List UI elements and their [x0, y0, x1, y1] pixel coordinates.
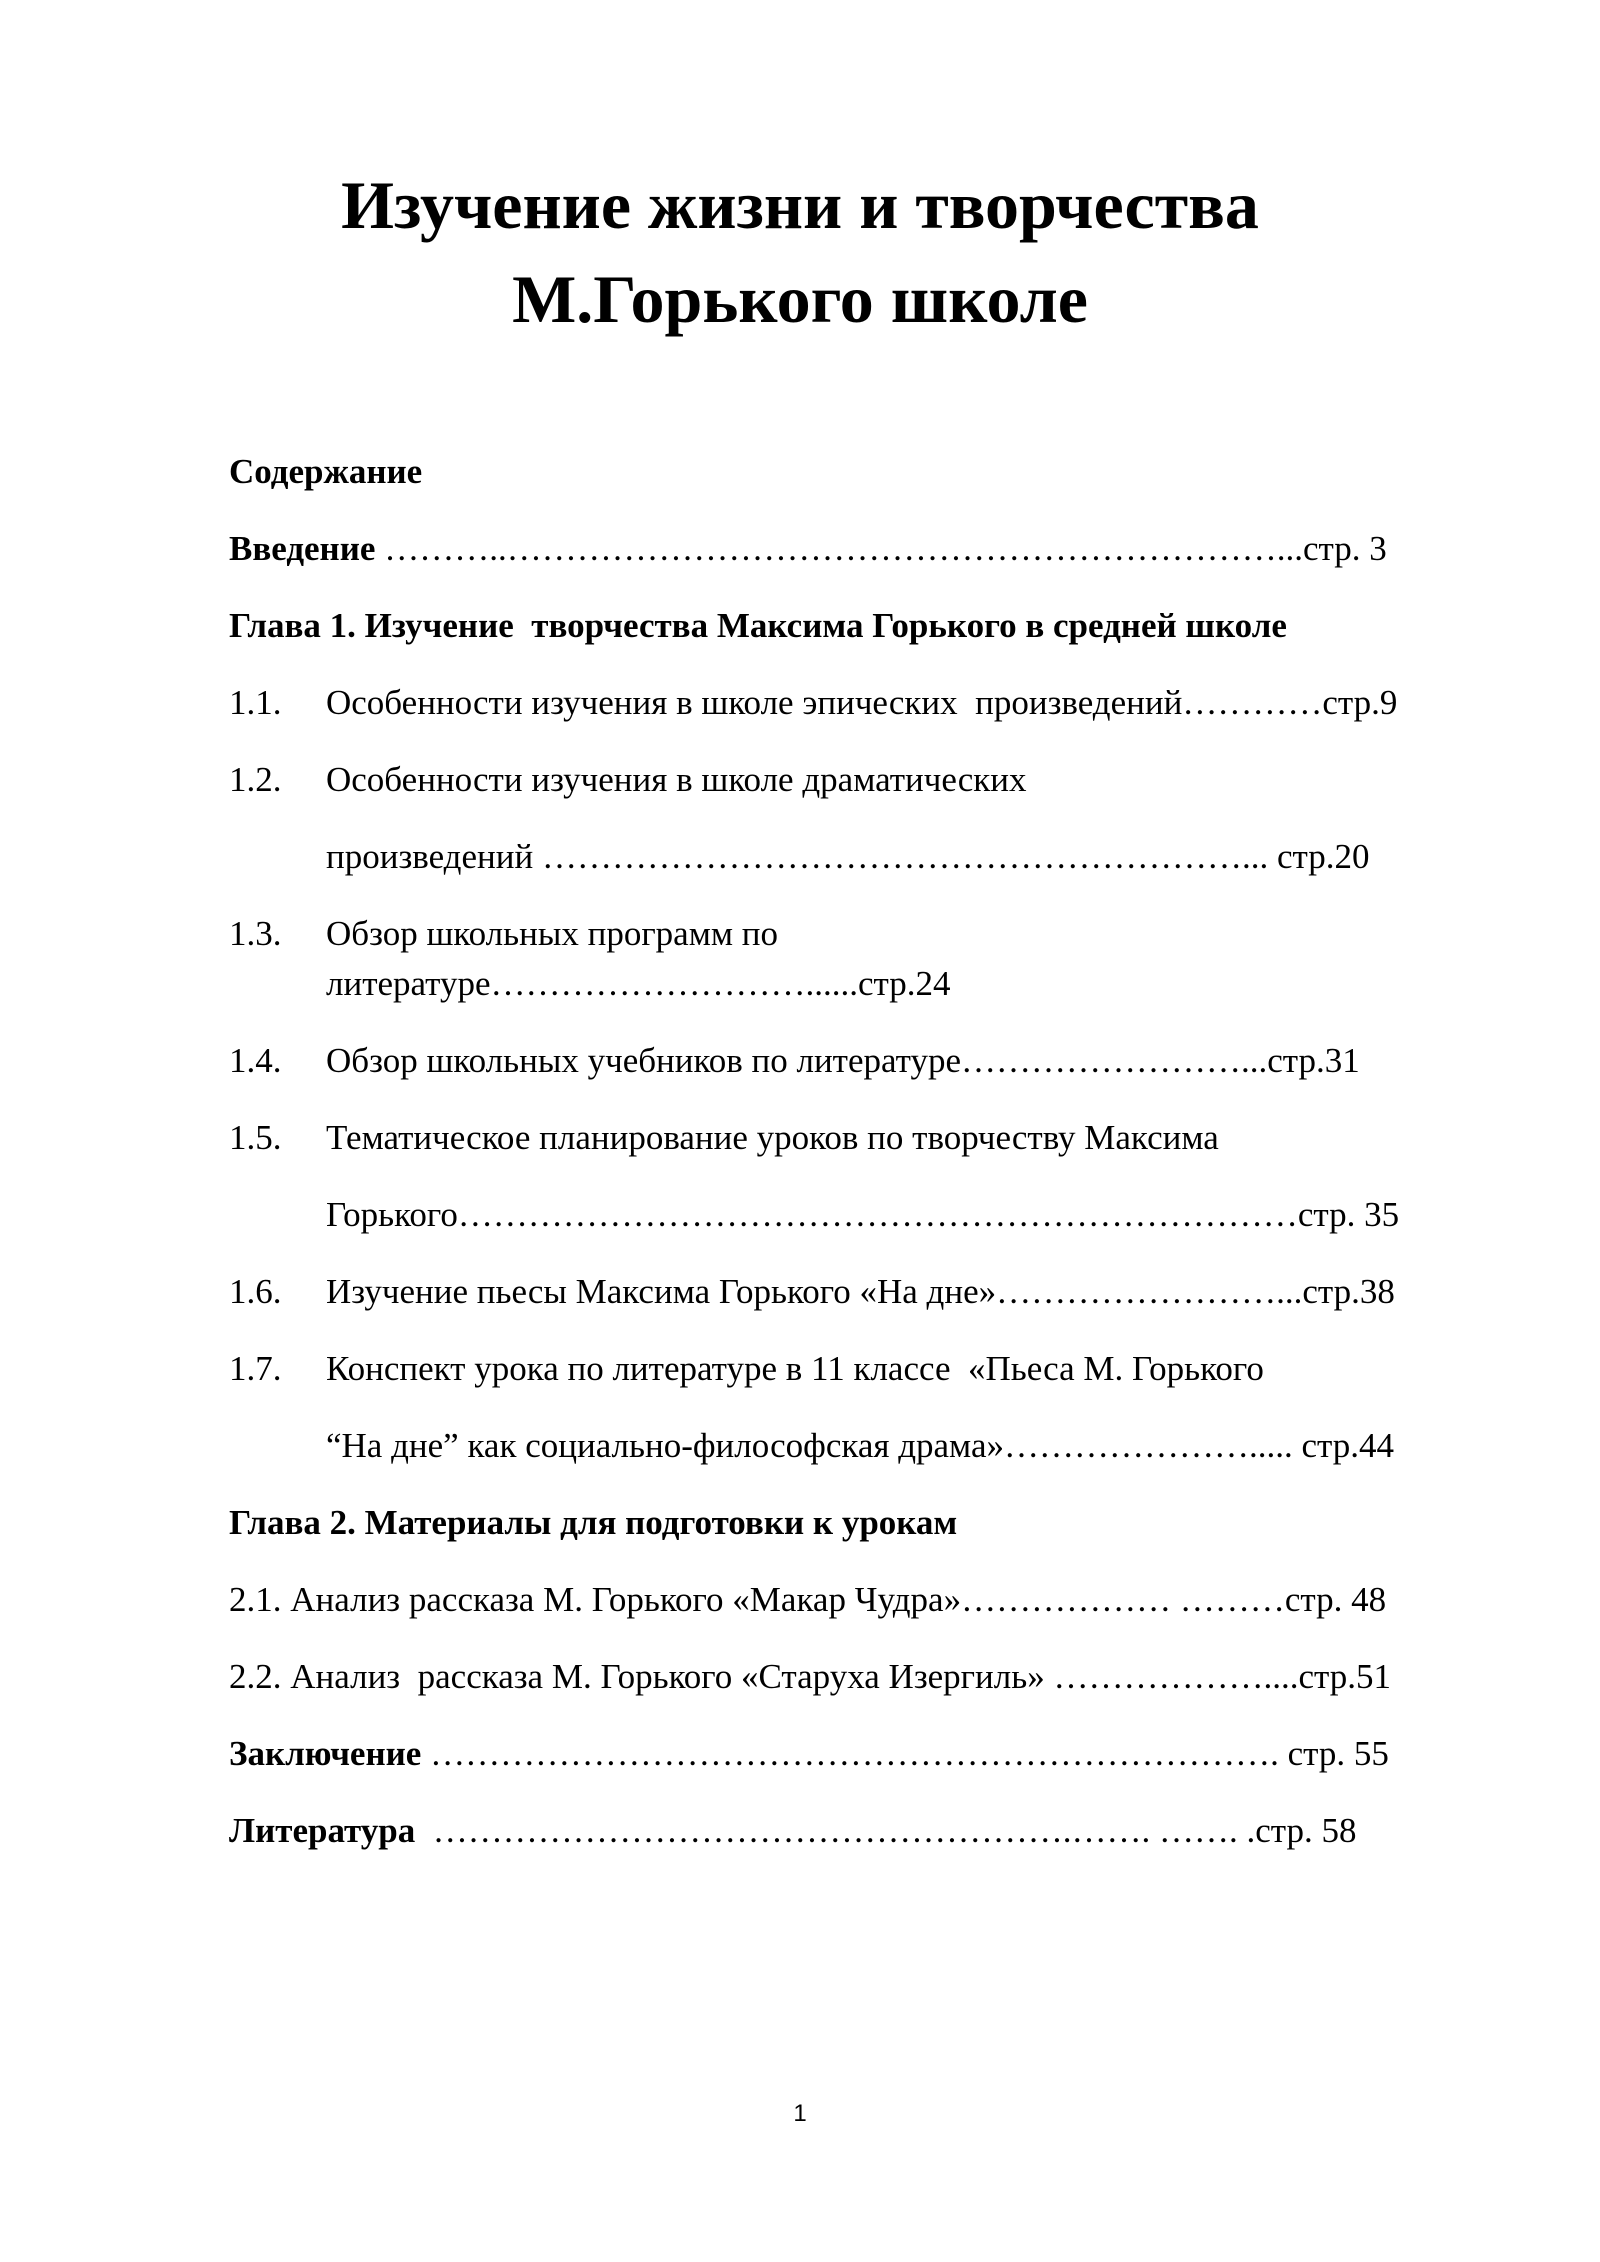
toc-entry-conclusion	[229, 1732, 1389, 1776]
toc-entry-text: Особенности изучения в школе драматических	[326, 760, 1027, 799]
toc-entry-continuation: произведений ……………………………………………………... стр.20	[326, 837, 1370, 876]
toc-entry-text: Особенности изучения в школе эпических произведений…………стр.9	[326, 683, 1398, 722]
toc-entry-label: Введение	[229, 529, 376, 568]
toc-entry-number: 1.5.	[229, 1118, 282, 1157]
toc-entry-number: 1.2.	[229, 760, 282, 799]
toc-entry-text: Обзор школьных программ по	[326, 914, 778, 953]
toc-entry-label: Заключение	[229, 1734, 422, 1773]
toc-entry-2-1: 2.1. Анализ рассказа М. Горького «Макар Чудра»……………… ………стр. 48	[229, 1580, 1387, 1619]
toc-entry-leader: ……………………………………………….……. ……. .стр. 58	[415, 1811, 1357, 1850]
toc-entry-intro	[229, 527, 1387, 571]
toc-entry-number: 1.7.	[229, 1349, 282, 1388]
toc-entry-number: 1.3.	[229, 914, 282, 953]
title-line-1: Изучение жизни и творчества	[341, 167, 1259, 243]
toc-chapter-1: Глава 1. Изучение творчества Максима Горького в средней школе	[229, 606, 1287, 645]
toc-entry-text: Конспект урока по литературе в 11 классе «Пьеса М. Горького	[326, 1349, 1264, 1388]
toc-entry-label: Литература	[229, 1811, 416, 1850]
toc-chapter-2: Глава 2. Материалы для подготовки к урокам	[229, 1503, 958, 1542]
page-number: 1	[793, 2100, 807, 2127]
contents-heading: Содержание	[229, 452, 423, 491]
toc-entry-text: Тематическое планирование уроков по творчеству Максима	[326, 1118, 1219, 1157]
toc-entry-2-2: 2.2. Анализ рассказа М. Горького «Старуха Изергиль» ………………....стр.51	[229, 1657, 1391, 1696]
toc-entry-number: 1.6.	[229, 1272, 282, 1311]
toc-entry-continuation: Горького………………………………………………………………стр. 35	[326, 1195, 1400, 1234]
toc-entry-continuation: литературе………………………......стр.24	[326, 964, 951, 1003]
toc-entry-text: Обзор школьных учебников по литературе……………………...стр.31	[326, 1041, 1360, 1080]
toc-entry-leader: ………………………………………………………………. стр. 55	[421, 1734, 1389, 1773]
document-title	[0, 158, 1600, 346]
toc-entry-leader: ………..…………………………………………………………...стр. 3	[375, 529, 1387, 568]
toc-entry-number: 1.1.	[229, 683, 282, 722]
toc-entry-continuation: “На дне” как социально-философская драма»…………………..... стр.44	[326, 1426, 1395, 1465]
title-line-2: М.Горького школе	[512, 261, 1088, 337]
toc-entry-text: Изучение пьесы Максима Горького «На дне»……………………...стр.38	[326, 1272, 1395, 1311]
toc-entry-literature	[229, 1809, 1357, 1853]
toc-entry-number: 1.4.	[229, 1041, 282, 1080]
